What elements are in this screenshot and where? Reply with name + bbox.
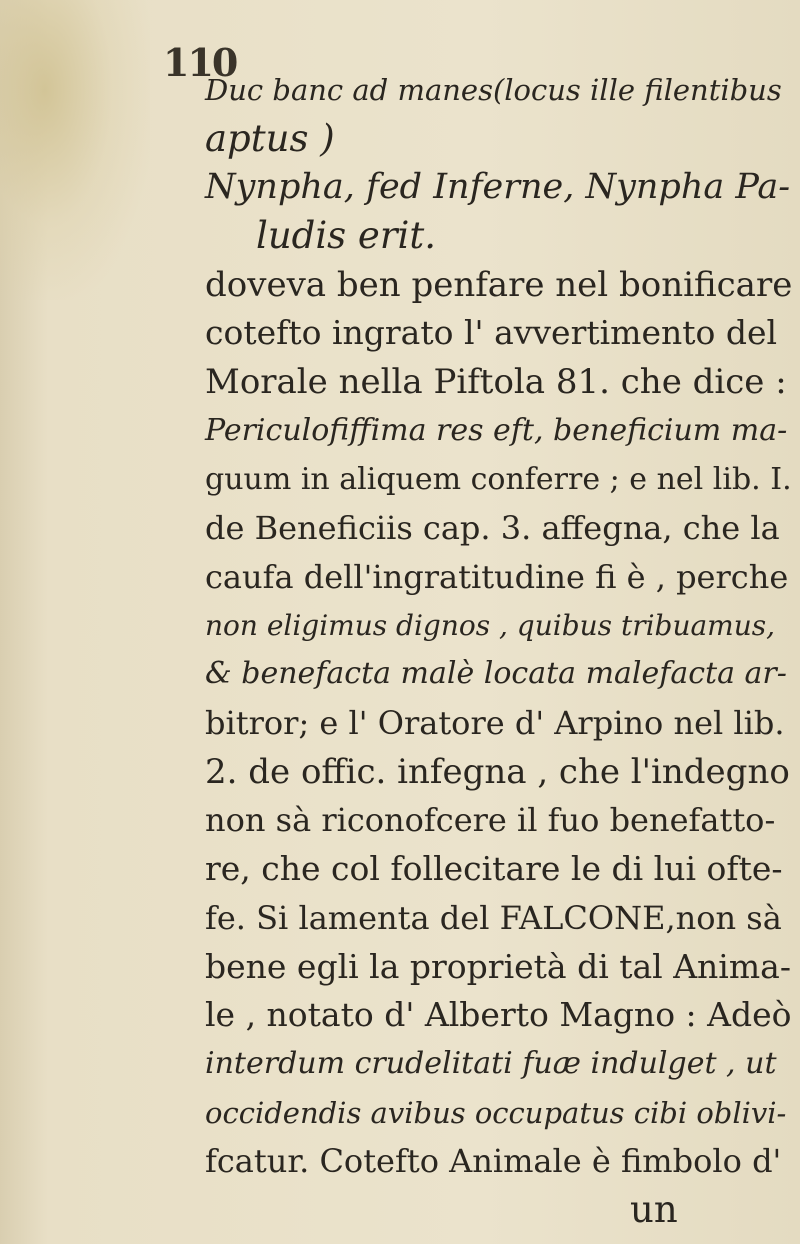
text-line-12: non eligimus dignos , quibus tribuamus, [205, 609, 776, 642]
text-line-18: fe. Si lamenta del FALCONE,non sà [205, 899, 782, 937]
text-line-5: doveva ben penfare nel bonificare [205, 265, 793, 305]
text-line-20: le , notato d' Alberto Magno : Adeò [205, 995, 792, 1034]
text-line-10: de Beneficiis cap. 3. affegna, che la [205, 509, 780, 547]
text-line-14: bitror; e l' Oratore d' Arpino nel lib. [205, 704, 785, 742]
text-line-16: non sà riconofcere il fuo benefatto- [205, 801, 776, 839]
page-stain [0, 0, 150, 300]
text-line-21: interdum crudelitati fuæ indulget , ut [205, 1046, 777, 1081]
text-line-15: 2. de offic. infegna , che l'indegno [205, 752, 790, 792]
text-line-3: Nynpha, fed Inferne, Nynpha Pa- [205, 167, 791, 207]
text-line-13: & benefacta malè locata malefacta ar- [205, 656, 787, 691]
text-line-7: Morale nella Piftola 81. che dice : [205, 362, 787, 402]
page-number: 110 [163, 40, 237, 85]
text-line-22: occidendis avibus occupatus cibi oblivi- [205, 1096, 787, 1130]
text-line-23: fcatur. Cotefto Animale è fimbolo d' [205, 1142, 782, 1180]
text-line-11: caufa dell'ingratitudine fi è , perche [205, 558, 789, 596]
text-line-24: un [630, 1188, 678, 1231]
text-line-4: ludis erit. [256, 214, 436, 257]
text-line-1: Duc banc ad manes(locus ille filentibus [205, 73, 782, 107]
text-line-2: aptus ) [205, 117, 335, 160]
text-line-9: guum in aliquem conferre ; e nel lib. I. [205, 462, 792, 497]
text-line-8: Periculofiffima res eft, beneficium ma- [205, 413, 788, 448]
text-line-17: re, che col follecitare le di lui ofte- [205, 849, 783, 888]
text-line-19: bene egli la proprietà di tal Anima- [205, 947, 791, 986]
text-line-6: cotefto ingrato l' avvertimento del [205, 313, 778, 352]
